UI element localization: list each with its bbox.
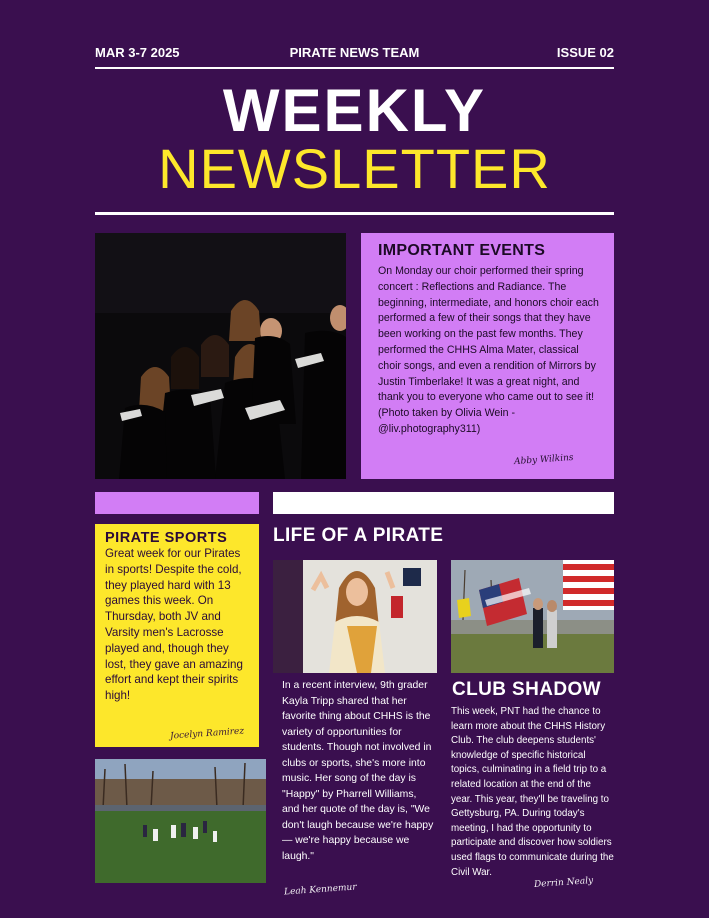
club-shadow-heading: CLUB SHADOW — [452, 679, 601, 700]
header-divider — [95, 67, 614, 69]
sports-heading: PIRATE SPORTS — [105, 530, 228, 546]
title-newsletter: NEWSLETTER — [158, 137, 551, 200]
choir-photo — [95, 233, 346, 479]
sports-signature: Jocelyn Ramirez — [169, 726, 245, 742]
events-body: On Monday our choir performed their spring concert : Reflections and Radiance. The beginning, intermediate, and honors choir each performed a few of their songs that they have been working on the past few months. They performed the CHHS Alma Mater, classical choir songs, and even a rendition of Mirrors by Justin Timberlake! It was a great night, and thank you to everyone who came out to see it! (Photo taken by Olivia Wein - @liv.photography311) — [378, 265, 599, 435]
club-signature: Derrin Nealy — [533, 875, 594, 891]
events-heading: IMPORTANT EVENTS — [378, 242, 546, 259]
issue-date: MAR 3-7 2025 — [95, 45, 180, 60]
pirate-signature: Leah Kennemur — [283, 882, 357, 898]
sports-body: Great week for our Pirates in sports! Despite the cold, they played hard with 13 games this week. On Thursday, both JV and Varsity men's Lacrosse played and, though they lost, they gave an amazing effort and kept their spirits high! — [105, 547, 243, 703]
student-portrait-photo — [273, 560, 437, 673]
lacrosse-photo — [95, 759, 266, 883]
pirate-body: In a recent interview, 9th grader Kayla Tripp shared that her favorite thing about CHHS is the variety of opportunities for students. Though not involved in clubs or sports, she's more into music. Her song of the day is "Happy" by Pharrell Williams, and her quote of the day is, "We don't laugh because we're happy — we're happy because we laugh." — [282, 680, 434, 862]
club-body: This week, PNT had the chance to learn more about the CHHS History Club. The club deepens students' knowledge of specific historical topics, culminating in a field trip to a related location at the end of the year. This year, they'll be traveling to Gettysburg, PA. During today's meeting, I had the opportunity to participate and discover how soldiers used flags to communicate during the Civil War. — [451, 706, 614, 878]
purple-divider-bar — [95, 492, 259, 514]
title-weekly: WEEKLY — [222, 77, 487, 144]
pirate-sports-panel — [95, 524, 259, 747]
club-flags-photo — [451, 560, 614, 673]
important-events-panel — [361, 233, 614, 479]
issue-number: ISSUE 02 — [556, 45, 614, 60]
team-name: PIRATE NEWS TEAM — [289, 45, 420, 60]
events-signature: Abby Wilkins — [513, 452, 574, 468]
title-divider — [95, 212, 614, 215]
life-of-a-pirate-heading: LIFE OF A PIRATE — [273, 525, 444, 546]
white-divider-bar — [273, 492, 614, 514]
